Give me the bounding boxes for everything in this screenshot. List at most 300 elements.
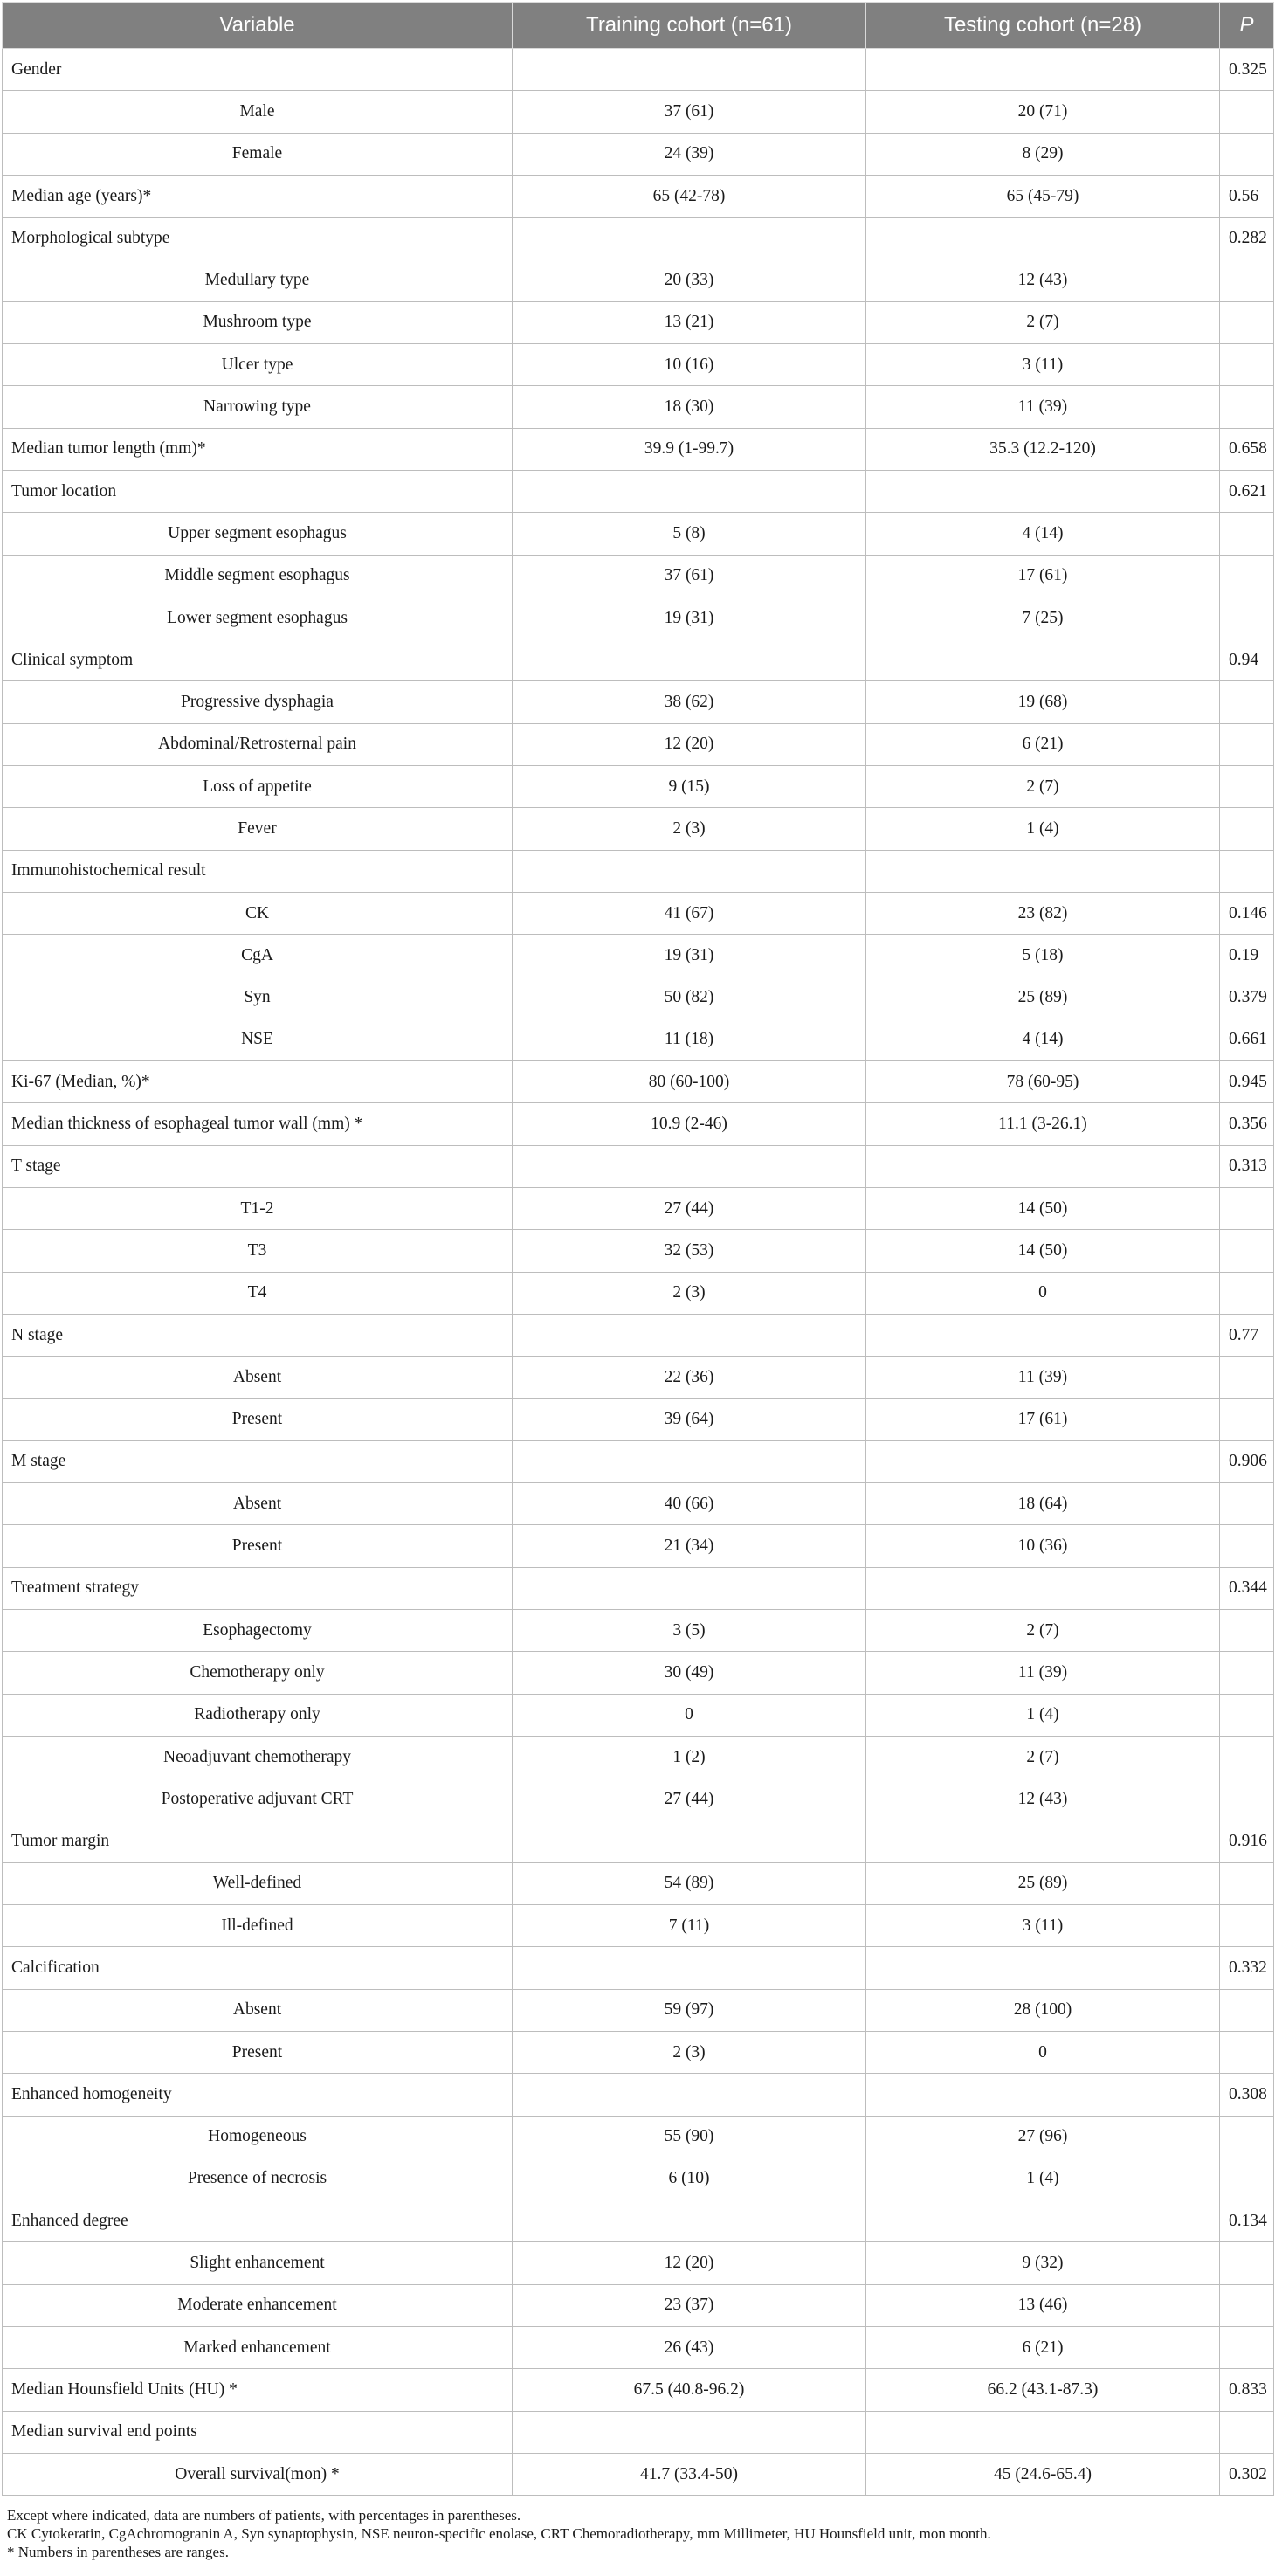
training-cohort-cell: 5 (8) bbox=[513, 513, 866, 555]
p-value-cell: 0.379 bbox=[1220, 977, 1274, 1019]
p-value-cell: 0.308 bbox=[1220, 2074, 1274, 2116]
testing-cohort-cell: 11.1 (3-26.1) bbox=[866, 1103, 1220, 1145]
p-value-cell: 0.325 bbox=[1220, 49, 1274, 91]
variable-cell: Abdominal/Retrosternal pain bbox=[3, 723, 513, 765]
variable-cell: CK bbox=[3, 892, 513, 934]
training-cohort-cell: 12 (20) bbox=[513, 723, 866, 765]
variable-cell: Postoperative adjuvant CRT bbox=[3, 1778, 513, 1820]
p-value-cell bbox=[1220, 850, 1274, 892]
variable-cell: Absent bbox=[3, 1989, 513, 2031]
p-value-cell: 0.56 bbox=[1220, 175, 1274, 217]
table-row bbox=[3, 386, 1274, 428]
testing-cohort-cell: 11 (39) bbox=[866, 386, 1220, 428]
p-value-cell bbox=[1220, 1398, 1274, 1440]
table-row bbox=[3, 2284, 1274, 2326]
cohort-characteristics-table bbox=[2, 2, 1274, 2496]
training-cohort-cell: 27 (44) bbox=[513, 1778, 866, 1820]
training-cohort-cell: 39.9 (1-99.7) bbox=[513, 428, 866, 470]
testing-cohort-cell: 17 (61) bbox=[866, 555, 1220, 597]
table-row bbox=[3, 2242, 1274, 2284]
p-value-cell bbox=[1220, 681, 1274, 723]
table-row bbox=[3, 1061, 1274, 1103]
testing-cohort-cell: 35.3 (12.2-120) bbox=[866, 428, 1220, 470]
p-value-cell: 0.282 bbox=[1220, 218, 1274, 259]
variable-cell: T1-2 bbox=[3, 1188, 513, 1230]
testing-cohort-cell: 1 (4) bbox=[866, 1694, 1220, 1736]
training-cohort-cell bbox=[513, 49, 866, 91]
variable-cell: Present bbox=[3, 2031, 513, 2073]
variable-cell: Middle segment esophagus bbox=[3, 555, 513, 597]
training-cohort-cell: 65 (42-78) bbox=[513, 175, 866, 217]
p-value-cell bbox=[1220, 1778, 1274, 1820]
variable-cell: T stage bbox=[3, 1145, 513, 1187]
table-row bbox=[3, 1652, 1274, 1694]
testing-cohort-cell: 13 (46) bbox=[866, 2284, 1220, 2326]
table-row bbox=[3, 1736, 1274, 1778]
table-row bbox=[3, 218, 1274, 259]
header-variable: Variable bbox=[3, 3, 513, 49]
table-row bbox=[3, 808, 1274, 850]
table-row bbox=[3, 935, 1274, 977]
p-value-cell: 0.302 bbox=[1220, 2453, 1274, 2495]
training-cohort-cell bbox=[513, 2074, 866, 2116]
table-row bbox=[3, 1188, 1274, 1230]
variable-cell: Present bbox=[3, 1398, 513, 1440]
training-cohort-cell: 2 (3) bbox=[513, 1272, 866, 1314]
p-value-cell bbox=[1220, 766, 1274, 808]
testing-cohort-cell: 0 bbox=[866, 2031, 1220, 2073]
table-row bbox=[3, 2074, 1274, 2116]
p-value-cell bbox=[1220, 1525, 1274, 1567]
training-cohort-cell: 10.9 (2-46) bbox=[513, 1103, 866, 1145]
training-cohort-cell: 22 (36) bbox=[513, 1357, 866, 1398]
p-value-cell: 0.313 bbox=[1220, 1145, 1274, 1187]
p-value-cell bbox=[1220, 1230, 1274, 1272]
footnote: CK Cytokeratin, CgAchromogranin A, Syn synaptophysin, NSE neuron-specific enolase, CRT Chemoradiotherapy, mm Millimeter, HU Hounsfield unit, mon month. bbox=[7, 2525, 991, 2543]
table-row bbox=[3, 850, 1274, 892]
table-row bbox=[3, 470, 1274, 512]
table-row bbox=[3, 1778, 1274, 1820]
p-value-cell bbox=[1220, 1989, 1274, 2031]
p-value-cell bbox=[1220, 723, 1274, 765]
variable-cell: T3 bbox=[3, 1230, 513, 1272]
header-training-cohort: Training cohort (n=61) bbox=[513, 3, 866, 49]
p-value-cell bbox=[1220, 597, 1274, 639]
training-cohort-cell: 37 (61) bbox=[513, 91, 866, 133]
table-row bbox=[3, 1230, 1274, 1272]
testing-cohort-cell: 2 (7) bbox=[866, 1609, 1220, 1651]
table-row bbox=[3, 555, 1274, 597]
p-value-cell: 0.77 bbox=[1220, 1314, 1274, 1356]
variable-cell: Median Hounsfield Units (HU) * bbox=[3, 2369, 513, 2411]
variable-cell: CgA bbox=[3, 935, 513, 977]
p-value-cell bbox=[1220, 1272, 1274, 1314]
training-cohort-cell bbox=[513, 1314, 866, 1356]
testing-cohort-cell: 25 (89) bbox=[866, 977, 1220, 1019]
testing-cohort-cell: 11 (39) bbox=[866, 1652, 1220, 1694]
testing-cohort-cell: 2 (7) bbox=[866, 1736, 1220, 1778]
testing-cohort-cell bbox=[866, 218, 1220, 259]
table-row bbox=[3, 2453, 1274, 2495]
p-value-cell bbox=[1220, 91, 1274, 133]
table-row bbox=[3, 1947, 1274, 1989]
training-cohort-cell: 32 (53) bbox=[513, 1230, 866, 1272]
training-cohort-cell: 24 (39) bbox=[513, 133, 866, 175]
training-cohort-cell: 54 (89) bbox=[513, 1862, 866, 1904]
table-row bbox=[3, 639, 1274, 681]
p-value-cell bbox=[1220, 1905, 1274, 1947]
training-cohort-cell: 40 (66) bbox=[513, 1483, 866, 1525]
variable-cell: Moderate enhancement bbox=[3, 2284, 513, 2326]
footnotes bbox=[2, 2506, 1273, 2561]
p-value-cell bbox=[1220, 1357, 1274, 1398]
p-value-cell bbox=[1220, 1609, 1274, 1651]
p-value-cell: 0.658 bbox=[1220, 428, 1274, 470]
p-value-cell bbox=[1220, 1483, 1274, 1525]
variable-cell: Median thickness of esophageal tumor wall (mm) * bbox=[3, 1103, 513, 1145]
training-cohort-cell: 18 (30) bbox=[513, 386, 866, 428]
variable-cell: Radiotherapy only bbox=[3, 1694, 513, 1736]
variable-cell: Presence of necrosis bbox=[3, 2158, 513, 2200]
testing-cohort-cell bbox=[866, 1440, 1220, 1482]
variable-cell: Enhanced degree bbox=[3, 2200, 513, 2242]
training-cohort-cell: 37 (61) bbox=[513, 555, 866, 597]
testing-cohort-cell: 2 (7) bbox=[866, 301, 1220, 343]
table-row bbox=[3, 2031, 1274, 2073]
table-row bbox=[3, 2369, 1274, 2411]
variable-cell: Enhanced homogeneity bbox=[3, 2074, 513, 2116]
training-cohort-cell bbox=[513, 850, 866, 892]
testing-cohort-cell: 66.2 (43.1-87.3) bbox=[866, 2369, 1220, 2411]
training-cohort-cell bbox=[513, 2411, 866, 2453]
testing-cohort-cell: 14 (50) bbox=[866, 1230, 1220, 1272]
testing-cohort-cell: 65 (45-79) bbox=[866, 175, 1220, 217]
p-value-cell: 0.621 bbox=[1220, 470, 1274, 512]
variable-cell: T4 bbox=[3, 1272, 513, 1314]
training-cohort-cell: 55 (90) bbox=[513, 2116, 866, 2158]
testing-cohort-cell bbox=[866, 49, 1220, 91]
training-cohort-cell: 13 (21) bbox=[513, 301, 866, 343]
p-value-cell: 0.94 bbox=[1220, 639, 1274, 681]
p-value-cell: 0.19 bbox=[1220, 935, 1274, 977]
testing-cohort-cell bbox=[866, 850, 1220, 892]
table-row bbox=[3, 1483, 1274, 1525]
variable-cell: Gender bbox=[3, 49, 513, 91]
variable-cell: Present bbox=[3, 1525, 513, 1567]
training-cohort-cell: 3 (5) bbox=[513, 1609, 866, 1651]
training-cohort-cell: 1 (2) bbox=[513, 1736, 866, 1778]
testing-cohort-cell: 2 (7) bbox=[866, 766, 1220, 808]
testing-cohort-cell bbox=[866, 1314, 1220, 1356]
training-cohort-cell: 41 (67) bbox=[513, 892, 866, 934]
training-cohort-cell: 50 (82) bbox=[513, 977, 866, 1019]
testing-cohort-cell bbox=[866, 2411, 1220, 2453]
table-row bbox=[3, 175, 1274, 217]
variable-cell: Well-defined bbox=[3, 1862, 513, 1904]
variable-cell: Female bbox=[3, 133, 513, 175]
p-value-cell bbox=[1220, 1694, 1274, 1736]
testing-cohort-cell: 27 (96) bbox=[866, 2116, 1220, 2158]
header-testing-cohort: Testing cohort (n=28) bbox=[866, 3, 1220, 49]
training-cohort-cell bbox=[513, 1145, 866, 1187]
training-cohort-cell: 19 (31) bbox=[513, 597, 866, 639]
variable-cell: Homogeneous bbox=[3, 2116, 513, 2158]
p-value-cell: 0.344 bbox=[1220, 1567, 1274, 1609]
p-value-cell bbox=[1220, 808, 1274, 850]
testing-cohort-cell bbox=[866, 2200, 1220, 2242]
variable-cell: Chemotherapy only bbox=[3, 1652, 513, 1694]
variable-cell: Marked enhancement bbox=[3, 2327, 513, 2369]
p-value-cell bbox=[1220, 1188, 1274, 1230]
testing-cohort-cell: 6 (21) bbox=[866, 2327, 1220, 2369]
table-container bbox=[2, 2, 1273, 2561]
variable-cell: Median age (years)* bbox=[3, 175, 513, 217]
table-row bbox=[3, 1694, 1274, 1736]
table-row bbox=[3, 2411, 1274, 2453]
variable-cell: Male bbox=[3, 91, 513, 133]
testing-cohort-cell bbox=[866, 639, 1220, 681]
table-row bbox=[3, 1567, 1274, 1609]
table-row bbox=[3, 2116, 1274, 2158]
variable-cell: Calcification bbox=[3, 1947, 513, 1989]
testing-cohort-cell: 12 (43) bbox=[866, 259, 1220, 301]
testing-cohort-cell: 20 (71) bbox=[866, 91, 1220, 133]
testing-cohort-cell: 19 (68) bbox=[866, 681, 1220, 723]
testing-cohort-cell bbox=[866, 1820, 1220, 1862]
variable-cell: Fever bbox=[3, 808, 513, 850]
p-value-cell: 0.833 bbox=[1220, 2369, 1274, 2411]
testing-cohort-cell: 11 (39) bbox=[866, 1357, 1220, 1398]
variable-cell: Mushroom type bbox=[3, 301, 513, 343]
variable-cell: Tumor location bbox=[3, 470, 513, 512]
p-value-cell: 0.916 bbox=[1220, 1820, 1274, 1862]
variable-cell: Lower segment esophagus bbox=[3, 597, 513, 639]
variable-cell: Overall survival(mon) * bbox=[3, 2453, 513, 2495]
training-cohort-cell: 21 (34) bbox=[513, 1525, 866, 1567]
training-cohort-cell: 19 (31) bbox=[513, 935, 866, 977]
testing-cohort-cell bbox=[866, 1947, 1220, 1989]
p-value-cell bbox=[1220, 2158, 1274, 2200]
variable-cell: Esophagectomy bbox=[3, 1609, 513, 1651]
variable-cell: Ki-67 (Median, %)* bbox=[3, 1061, 513, 1103]
testing-cohort-cell bbox=[866, 1145, 1220, 1187]
table-row bbox=[3, 428, 1274, 470]
testing-cohort-cell: 18 (64) bbox=[866, 1483, 1220, 1525]
testing-cohort-cell: 7 (25) bbox=[866, 597, 1220, 639]
table-row bbox=[3, 301, 1274, 343]
p-value-cell bbox=[1220, 555, 1274, 597]
training-cohort-cell: 20 (33) bbox=[513, 259, 866, 301]
variable-cell: Ulcer type bbox=[3, 344, 513, 386]
training-cohort-cell: 0 bbox=[513, 1694, 866, 1736]
training-cohort-cell bbox=[513, 2200, 866, 2242]
p-value-cell: 0.134 bbox=[1220, 2200, 1274, 2242]
p-value-cell: 0.332 bbox=[1220, 1947, 1274, 1989]
variable-cell: Morphological subtype bbox=[3, 218, 513, 259]
table-row bbox=[3, 344, 1274, 386]
p-value-cell: 0.146 bbox=[1220, 892, 1274, 934]
training-cohort-cell: 41.7 (33.4-50) bbox=[513, 2453, 866, 2495]
testing-cohort-cell: 4 (14) bbox=[866, 513, 1220, 555]
testing-cohort-cell: 45 (24.6-65.4) bbox=[866, 2453, 1220, 2495]
p-value-cell: 0.356 bbox=[1220, 1103, 1274, 1145]
training-cohort-cell bbox=[513, 1947, 866, 1989]
p-value-cell bbox=[1220, 2284, 1274, 2326]
training-cohort-cell: 12 (20) bbox=[513, 2242, 866, 2284]
training-cohort-cell: 7 (11) bbox=[513, 1905, 866, 1947]
testing-cohort-cell: 12 (43) bbox=[866, 1778, 1220, 1820]
variable-cell: Neoadjuvant chemotherapy bbox=[3, 1736, 513, 1778]
testing-cohort-cell: 4 (14) bbox=[866, 1019, 1220, 1060]
table-row bbox=[3, 2158, 1274, 2200]
p-value-cell bbox=[1220, 133, 1274, 175]
training-cohort-cell: 67.5 (40.8-96.2) bbox=[513, 2369, 866, 2411]
training-cohort-cell bbox=[513, 218, 866, 259]
table-row bbox=[3, 977, 1274, 1019]
table-row bbox=[3, 1525, 1274, 1567]
table-row bbox=[3, 1905, 1274, 1947]
p-value-cell bbox=[1220, 344, 1274, 386]
testing-cohort-cell: 6 (21) bbox=[866, 723, 1220, 765]
testing-cohort-cell: 1 (4) bbox=[866, 2158, 1220, 2200]
testing-cohort-cell: 78 (60-95) bbox=[866, 1061, 1220, 1103]
testing-cohort-cell: 3 (11) bbox=[866, 344, 1220, 386]
footnote: * Numbers in parentheses are ranges. bbox=[7, 2544, 229, 2561]
table-row bbox=[3, 892, 1274, 934]
variable-cell: Slight enhancement bbox=[3, 2242, 513, 2284]
testing-cohort-cell: 23 (82) bbox=[866, 892, 1220, 934]
p-value-cell bbox=[1220, 2242, 1274, 2284]
table-row bbox=[3, 49, 1274, 91]
training-cohort-cell: 6 (10) bbox=[513, 2158, 866, 2200]
variable-cell: Progressive dysphagia bbox=[3, 681, 513, 723]
p-value-cell bbox=[1220, 2116, 1274, 2158]
training-cohort-cell bbox=[513, 1567, 866, 1609]
table-row bbox=[3, 681, 1274, 723]
p-value-cell bbox=[1220, 259, 1274, 301]
training-cohort-cell bbox=[513, 1440, 866, 1482]
testing-cohort-cell: 9 (32) bbox=[866, 2242, 1220, 2284]
footnote: Except where indicated, data are numbers of patients, with percentages in parentheses. bbox=[7, 2507, 521, 2524]
variable-cell: Immunohistochemical result bbox=[3, 850, 513, 892]
table-row bbox=[3, 1103, 1274, 1145]
variable-cell: Tumor margin bbox=[3, 1820, 513, 1862]
training-cohort-cell: 11 (18) bbox=[513, 1019, 866, 1060]
p-value-cell bbox=[1220, 2411, 1274, 2453]
table-row bbox=[3, 1314, 1274, 1356]
testing-cohort-cell: 5 (18) bbox=[866, 935, 1220, 977]
testing-cohort-cell: 17 (61) bbox=[866, 1398, 1220, 1440]
p-value-cell: 0.906 bbox=[1220, 1440, 1274, 1482]
testing-cohort-cell: 25 (89) bbox=[866, 1862, 1220, 1904]
p-value-cell: 0.945 bbox=[1220, 1061, 1274, 1103]
p-value-cell bbox=[1220, 1652, 1274, 1694]
table-row bbox=[3, 2327, 1274, 2369]
table-row bbox=[3, 259, 1274, 301]
p-value-cell bbox=[1220, 1862, 1274, 1904]
p-value-cell bbox=[1220, 2327, 1274, 2369]
training-cohort-cell: 59 (97) bbox=[513, 1989, 866, 2031]
variable-cell: Medullary type bbox=[3, 259, 513, 301]
p-value-cell bbox=[1220, 513, 1274, 555]
table-row bbox=[3, 766, 1274, 808]
training-cohort-cell: 23 (37) bbox=[513, 2284, 866, 2326]
training-cohort-cell: 80 (60-100) bbox=[513, 1061, 866, 1103]
variable-cell: M stage bbox=[3, 1440, 513, 1482]
variable-cell: Narrowing type bbox=[3, 386, 513, 428]
testing-cohort-cell: 1 (4) bbox=[866, 808, 1220, 850]
variable-cell: Ill-defined bbox=[3, 1905, 513, 1947]
variable-cell: Absent bbox=[3, 1357, 513, 1398]
training-cohort-cell: 26 (43) bbox=[513, 2327, 866, 2369]
training-cohort-cell: 10 (16) bbox=[513, 344, 866, 386]
table-row bbox=[3, 513, 1274, 555]
training-cohort-cell bbox=[513, 639, 866, 681]
testing-cohort-cell bbox=[866, 2074, 1220, 2116]
table-row bbox=[3, 597, 1274, 639]
table-row bbox=[3, 1398, 1274, 1440]
table-row bbox=[3, 2200, 1274, 2242]
training-cohort-cell bbox=[513, 470, 866, 512]
table-row bbox=[3, 1357, 1274, 1398]
training-cohort-cell: 2 (3) bbox=[513, 808, 866, 850]
testing-cohort-cell: 10 (36) bbox=[866, 1525, 1220, 1567]
header-p-value: P bbox=[1220, 3, 1274, 49]
variable-cell: Treatment strategy bbox=[3, 1567, 513, 1609]
training-cohort-cell: 30 (49) bbox=[513, 1652, 866, 1694]
variable-cell: Clinical symptom bbox=[3, 639, 513, 681]
p-value-cell bbox=[1220, 386, 1274, 428]
table-row bbox=[3, 723, 1274, 765]
table-body bbox=[3, 49, 1274, 2496]
testing-cohort-cell: 8 (29) bbox=[866, 133, 1220, 175]
p-value-cell bbox=[1220, 2031, 1274, 2073]
variable-cell: Absent bbox=[3, 1483, 513, 1525]
testing-cohort-cell bbox=[866, 1567, 1220, 1609]
variable-cell: Median survival end points bbox=[3, 2411, 513, 2453]
training-cohort-cell: 9 (15) bbox=[513, 766, 866, 808]
training-cohort-cell: 2 (3) bbox=[513, 2031, 866, 2073]
variable-cell: Upper segment esophagus bbox=[3, 513, 513, 555]
p-value-cell bbox=[1220, 301, 1274, 343]
table-row bbox=[3, 1440, 1274, 1482]
testing-cohort-cell bbox=[866, 470, 1220, 512]
table-row bbox=[3, 91, 1274, 133]
training-cohort-cell: 27 (44) bbox=[513, 1188, 866, 1230]
variable-cell: Loss of appetite bbox=[3, 766, 513, 808]
training-cohort-cell bbox=[513, 1820, 866, 1862]
table-row bbox=[3, 1145, 1274, 1187]
p-value-cell bbox=[1220, 1736, 1274, 1778]
testing-cohort-cell: 28 (100) bbox=[866, 1989, 1220, 2031]
training-cohort-cell: 38 (62) bbox=[513, 681, 866, 723]
variable-cell: Syn bbox=[3, 977, 513, 1019]
testing-cohort-cell: 14 (50) bbox=[866, 1188, 1220, 1230]
table-row bbox=[3, 1019, 1274, 1060]
testing-cohort-cell: 3 (11) bbox=[866, 1905, 1220, 1947]
variable-cell: N stage bbox=[3, 1314, 513, 1356]
table-row bbox=[3, 1272, 1274, 1314]
table-row bbox=[3, 133, 1274, 175]
table-row bbox=[3, 1820, 1274, 1862]
table-row bbox=[3, 1862, 1274, 1904]
table-row bbox=[3, 1989, 1274, 2031]
table-row bbox=[3, 1609, 1274, 1651]
testing-cohort-cell: 0 bbox=[866, 1272, 1220, 1314]
variable-cell: NSE bbox=[3, 1019, 513, 1060]
header-row bbox=[3, 3, 1274, 49]
training-cohort-cell: 39 (64) bbox=[513, 1398, 866, 1440]
